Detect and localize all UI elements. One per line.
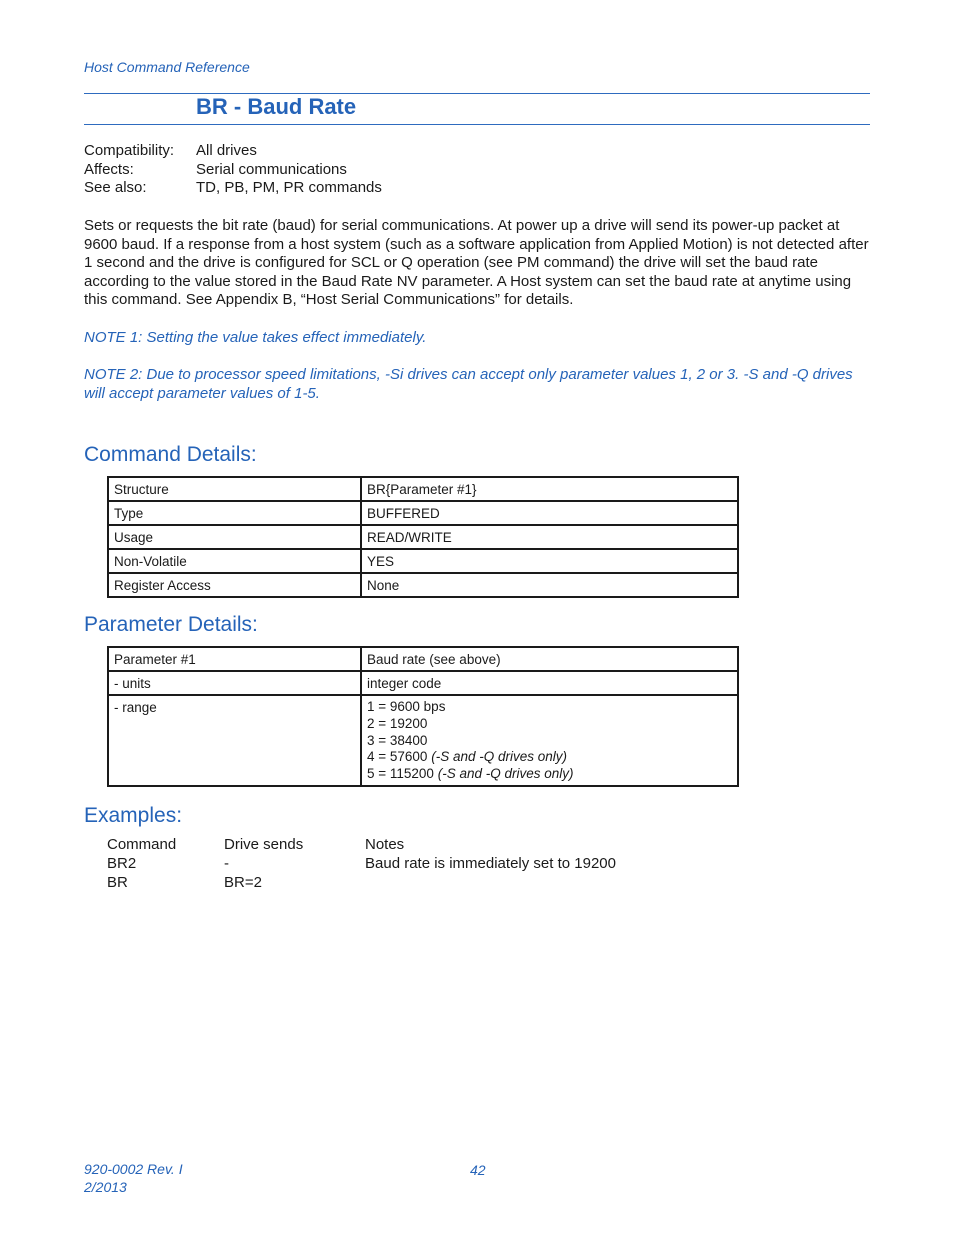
- table-row: [108, 671, 738, 695]
- column-header: Notes: [365, 836, 405, 853]
- table-cell-value: YES: [361, 549, 738, 573]
- table-cell-label: Parameter #1: [108, 647, 361, 671]
- range-qualifier: (-S and -Q drives only): [437, 766, 574, 782]
- column-header: Drive sends: [224, 836, 304, 853]
- table-row: [108, 501, 738, 525]
- table-cell-value: Baud rate (see above): [361, 647, 738, 671]
- examples-list: [107, 835, 616, 892]
- doc-date: 2/2013: [84, 1179, 127, 1195]
- range-value: [367, 699, 732, 716]
- example-row: [107, 854, 616, 873]
- meta-row-see-also: [84, 179, 382, 198]
- range-code: 2 = 19200: [367, 715, 428, 731]
- range-code: 1 = 9600 bps: [367, 699, 446, 714]
- table-cell-label: Non-Volatile: [108, 549, 361, 573]
- examples-header-row: [107, 835, 616, 854]
- table-row: [108, 525, 738, 549]
- example-response: -: [224, 855, 229, 872]
- table-row: [108, 477, 738, 501]
- note-1: NOTE 1: Setting the value takes effect immediately.: [84, 329, 427, 346]
- table-cell-value: BUFFERED: [361, 501, 738, 525]
- table-row: [108, 695, 738, 786]
- parameter-details-table: [107, 646, 739, 787]
- example-note: Baud rate is immediately set to 19200: [365, 855, 616, 872]
- note-2: NOTE 2: Due to processor speed limitations, -Si drives can accept only parameter values 1, 2 or 3. -S and -Q drives will accept parameter values of 1-5.: [84, 366, 853, 402]
- range-value: [367, 749, 732, 766]
- example-command: BR: [107, 874, 128, 891]
- meta-key: See also:: [84, 179, 147, 197]
- table-cell-label: - range: [108, 695, 361, 786]
- range-value: [367, 733, 732, 750]
- meta-key: Affects:: [84, 160, 134, 178]
- table-cell-value: integer code: [361, 671, 738, 695]
- example-response: BR=2: [224, 874, 262, 891]
- meta-row-affects: [84, 161, 382, 180]
- command-title: BR - Baud Rate: [196, 94, 357, 119]
- meta-value: TD, PB, PM, PR commands: [196, 179, 382, 197]
- description-paragraph: Sets or requests the bit rate (baud) for serial communications. At power up a drive will send its power-up packet at 9600 baud. If a response from a host system (such as a software application from Applied Motion) is not detected after 1 second and the drive is configured for SCL or Q operation (see PM command) the drive will set the baud rate according to the value stored in the Baud Rate NV parameter. A Host system can set the baud rate at anytime using this command. See Appendix B, “Host Serial Communications” for details.: [84, 217, 869, 309]
- range-values-cell: [361, 695, 738, 786]
- meta-key: Compatibility:: [84, 142, 175, 159]
- table-row: [108, 647, 738, 671]
- table-cell-label: Structure: [108, 477, 361, 501]
- range-code: 3 = 38400: [367, 732, 428, 748]
- range-code: 4 = 57600: [367, 749, 428, 765]
- example-row: [107, 873, 616, 892]
- table-row: [108, 573, 738, 597]
- table-cell-label: Type: [108, 501, 361, 525]
- range-value: [367, 716, 732, 733]
- range-code: 5 = 115200: [367, 766, 434, 782]
- table-cell-value: BR{Parameter #1}: [361, 477, 738, 501]
- table-cell-value: READ/WRITE: [361, 525, 738, 549]
- table-cell-label: - units: [108, 671, 361, 695]
- command-details-heading: Command Details:: [84, 443, 257, 466]
- column-header: Command: [107, 836, 177, 853]
- example-command: BR2: [107, 855, 137, 872]
- parameter-details-heading: Parameter Details:: [84, 613, 258, 636]
- running-header: Host Command Reference: [84, 59, 250, 75]
- meta-value: Serial communications: [196, 160, 347, 178]
- page-number: 42: [470, 1162, 486, 1178]
- meta-value: All drives: [196, 142, 257, 159]
- table-cell-label: Usage: [108, 525, 361, 549]
- meta-row-compatibility: [84, 142, 382, 161]
- doc-number: 920-0002 Rev. I: [84, 1161, 183, 1177]
- table-cell-label: Register Access: [108, 573, 361, 597]
- footer-revision: [84, 1160, 183, 1196]
- table-row: [108, 549, 738, 573]
- command-meta: [84, 142, 382, 198]
- title-bottom-rule: [84, 124, 870, 125]
- table-cell-value: None: [361, 573, 738, 597]
- range-qualifier: (-S and -Q drives only): [431, 749, 567, 765]
- command-details-table: [107, 476, 739, 598]
- examples-heading: Examples:: [84, 804, 183, 827]
- range-value: [367, 766, 732, 783]
